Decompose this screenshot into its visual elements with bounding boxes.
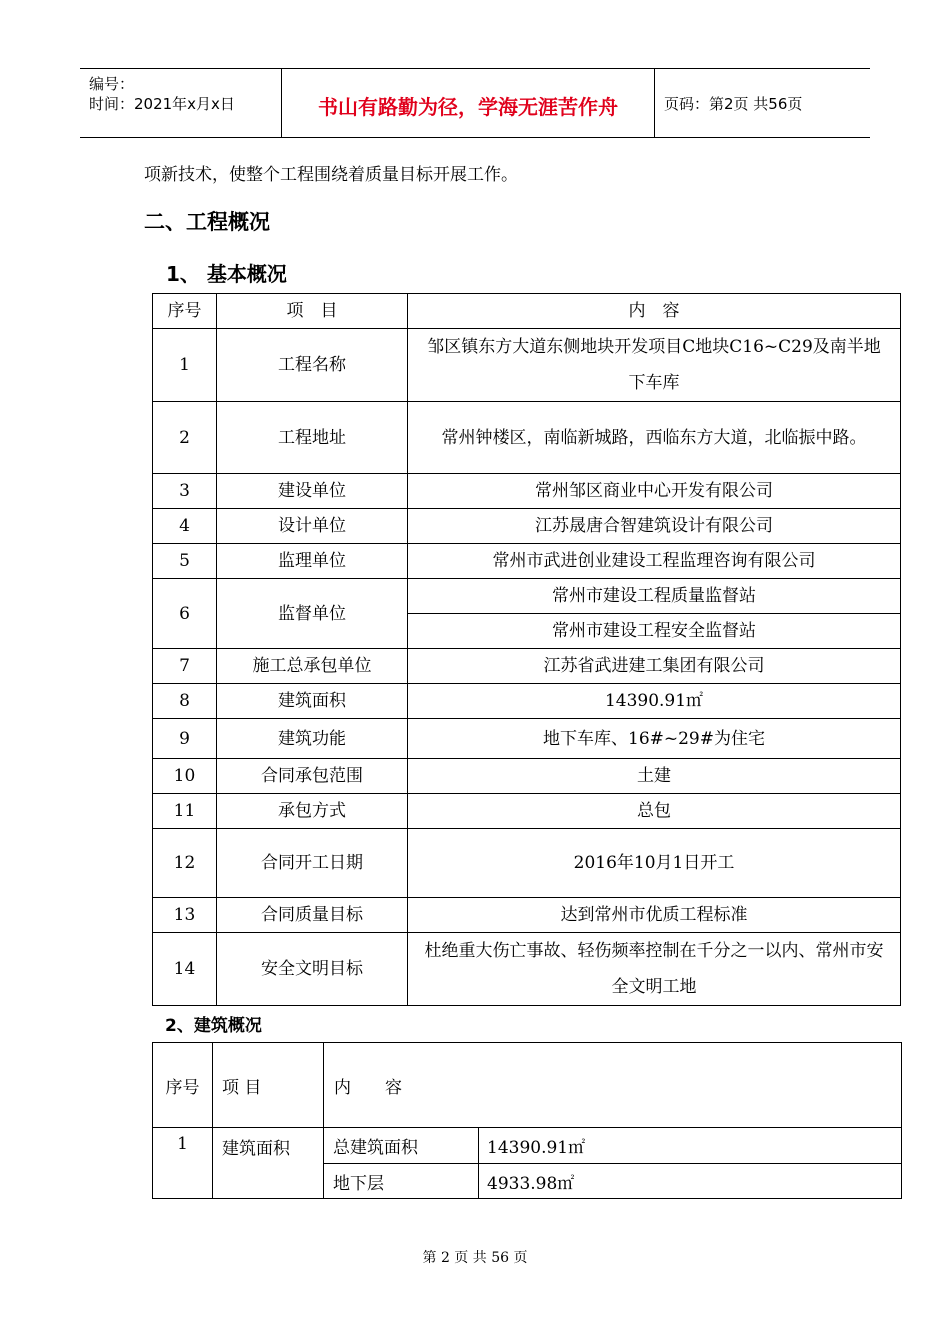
row-no: 12 [153,829,217,898]
subsection-building-title: 2、建筑概况 [165,1016,262,1036]
row-content: 常州市建设工程质量监督站 [408,579,901,614]
table-header-row [153,1043,902,1128]
intro-paragraph: 项新技术，使整个工程围绕着质量目标开展工作。 [144,165,518,185]
table-row [153,829,901,898]
row-item: 合同质量目标 [217,898,408,933]
col-header-content: 内 容 [324,1043,902,1128]
table-row [153,794,901,829]
row-content: 地下车库、16#~29#为住宅 [408,719,901,759]
row-item: 合同开工日期 [217,829,408,898]
row-content: 邹区镇东方大道东侧地块开发项目C地块C16~C29及南半地下车库 [408,329,901,402]
table-header-row [153,294,901,329]
header-meta-cell [80,69,282,137]
row-no: 1 [153,1128,213,1199]
row-item: 安全文明目标 [217,933,408,1006]
building-overview-table [152,1042,902,1199]
row-content: 2016年10月1日开工 [408,829,901,898]
section-title: 二、工程概况 [144,210,270,234]
row-content: 总包 [408,794,901,829]
row-content: 14390.91㎡ [408,684,901,719]
row-content: 常州市武进创业建设工程监理咨询有限公司 [408,544,901,579]
row-item: 监理单位 [217,544,408,579]
header-motto-cell [282,69,655,137]
row-no: 13 [153,898,217,933]
row-no: 14 [153,933,217,1006]
row-item: 承包方式 [217,794,408,829]
basic-overview-table [152,293,901,1006]
table-row [153,1128,902,1164]
row-no: 7 [153,649,217,684]
row-item: 工程地址 [217,402,408,474]
table-row [153,933,901,1006]
row-content: 江苏晟唐合智建筑设计有限公司 [408,509,901,544]
row-item: 建筑功能 [217,719,408,759]
table-row [153,544,901,579]
col-header-item: 项 目 [213,1043,324,1128]
doc-time-label: 时间：2021年x月x日 [89,95,235,113]
table-row [153,329,901,402]
row-item: 建筑面积 [213,1128,324,1199]
col-header-no: 序号 [153,1043,213,1128]
row-no: 2 [153,402,217,474]
header-page-cell [655,69,870,137]
table-row [153,402,901,474]
col-header-no: 序号 [153,294,217,329]
row-item: 建设单位 [217,474,408,509]
row-no: 1 [153,329,217,402]
table-row [153,759,901,794]
table-row [153,719,901,759]
row-content: 土建 [408,759,901,794]
row-content: 江苏省武进建工集团有限公司 [408,649,901,684]
header-page-label: 页码：第2页 共56页 [664,95,803,113]
header-motto: 书山有路勤为径，学海无涯苦作舟 [318,95,618,119]
row-no: 4 [153,509,217,544]
table-row [153,509,901,544]
table-row [153,579,901,614]
page-header [80,68,870,138]
row-item: 施工总承包单位 [217,649,408,684]
row-no: 11 [153,794,217,829]
row-item: 设计单位 [217,509,408,544]
row-content: 达到常州市优质工程标准 [408,898,901,933]
row-item: 合同承包范围 [217,759,408,794]
table-row [153,898,901,933]
row-sub-label: 总建筑面积 [324,1128,479,1164]
subsection-basic-title: 1、 基本概况 [166,262,287,286]
row-no: 9 [153,719,217,759]
row-no: 5 [153,544,217,579]
row-item: 建筑面积 [217,684,408,719]
row-content: 常州邹区商业中心开发有限公司 [408,474,901,509]
row-content: 杜绝重大伤亡事故、轻伤频率控制在千分之一以内、常州市安全文明工地 [408,933,901,1006]
row-no: 6 [153,579,217,649]
page-footer: 第 2 页 共 56 页 [422,1250,528,1266]
row-item: 监督单位 [217,579,408,649]
doc-number-label: 编号： [89,75,135,93]
row-item: 工程名称 [217,329,408,402]
row-content: 常州市建设工程安全监督站 [408,614,901,649]
row-no: 3 [153,474,217,509]
table-row [153,474,901,509]
row-no: 8 [153,684,217,719]
row-content: 常州钟楼区，南临新城路，西临东方大道，北临振中路。 [408,402,901,474]
row-no: 10 [153,759,217,794]
row-sub-label: 地下层 [324,1164,479,1199]
table-row [153,684,901,719]
row-sub-value: 4933.98㎡ [479,1164,902,1199]
col-header-content: 内 容 [408,294,901,329]
col-header-item: 项 目 [217,294,408,329]
row-sub-value: 14390.91㎡ [479,1128,902,1164]
table-row [153,649,901,684]
